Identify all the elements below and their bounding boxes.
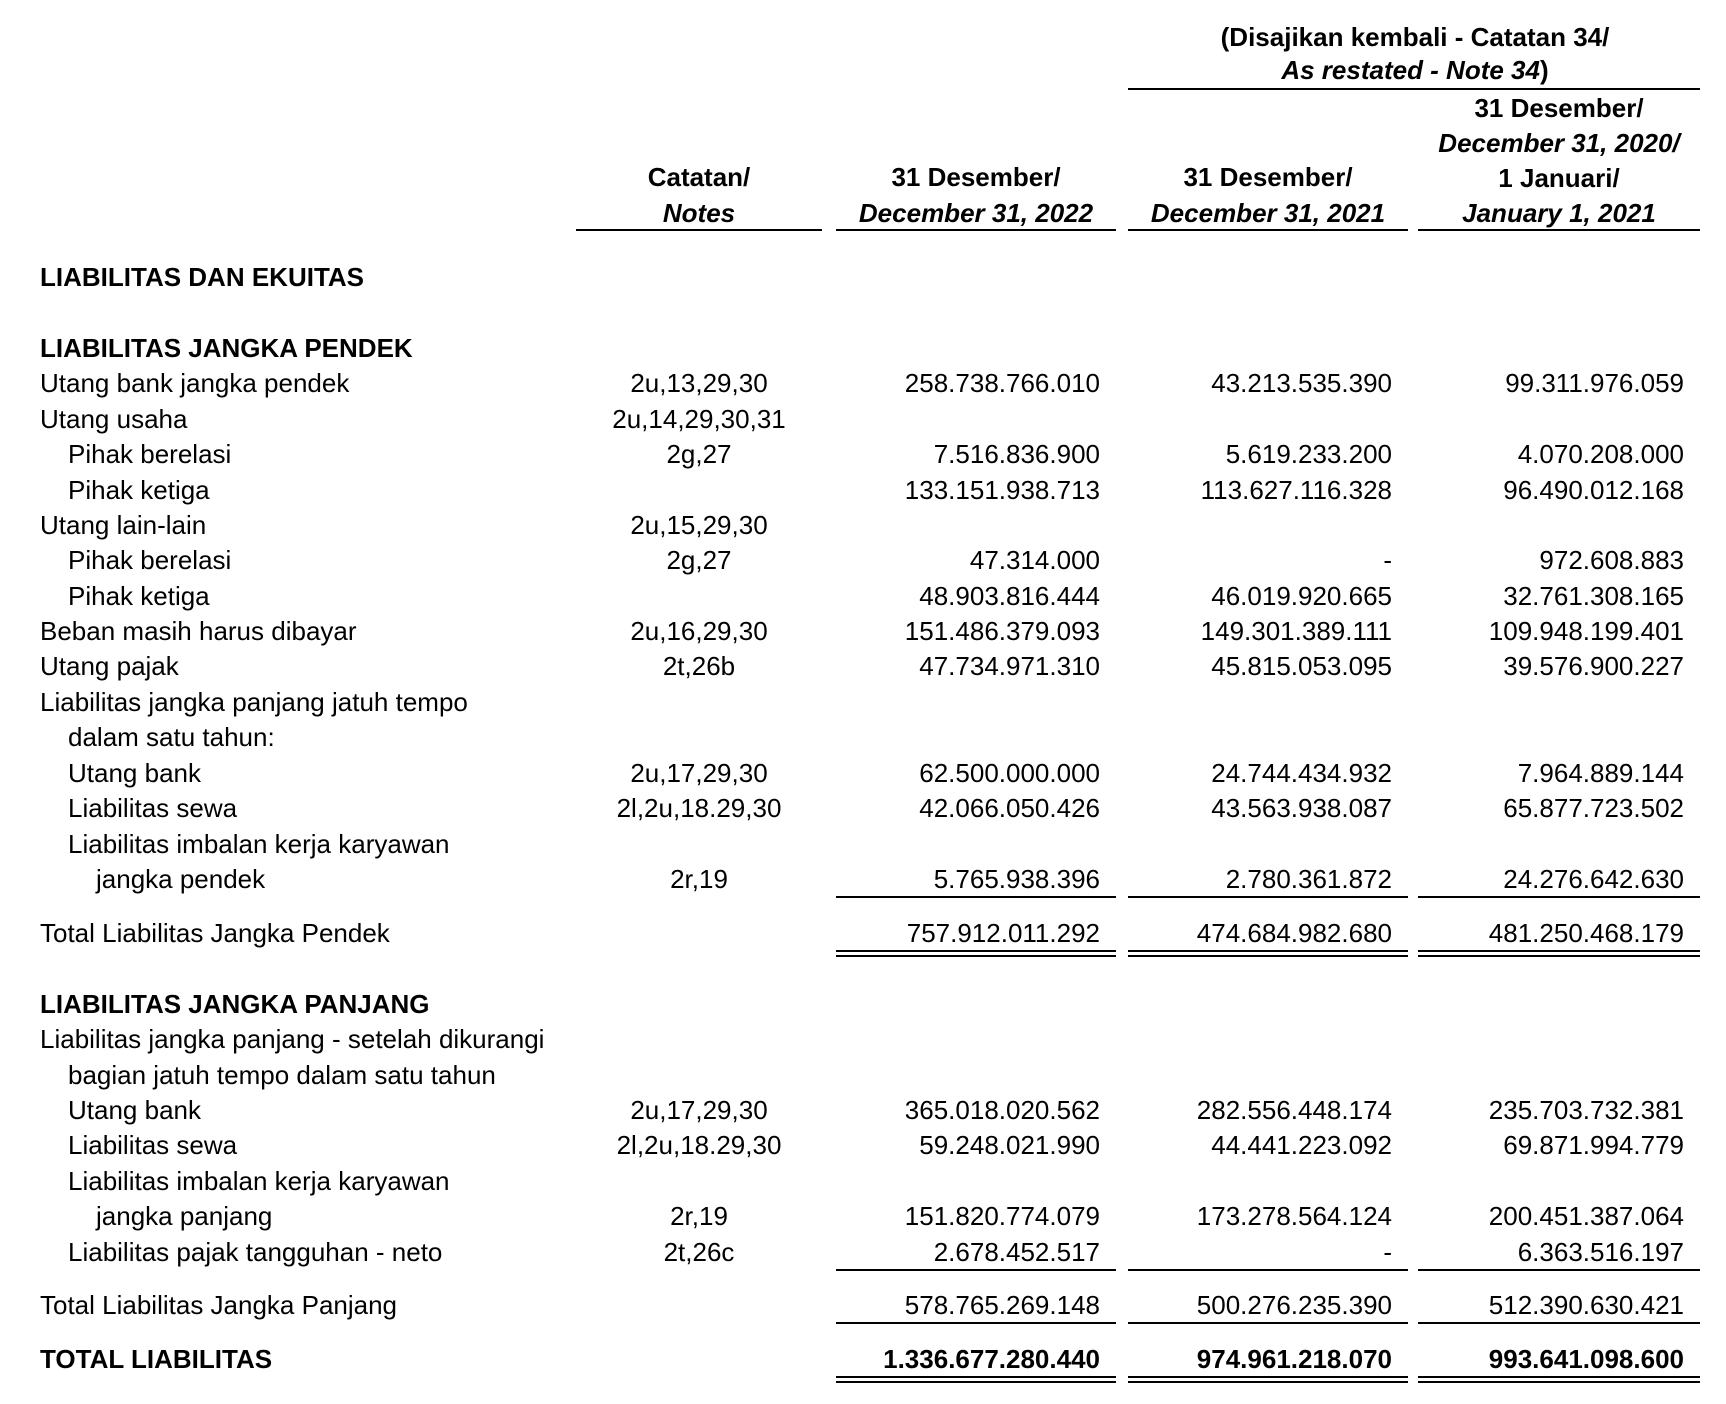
total-rule-double	[1128, 955, 1408, 957]
row-label: Liabilitas imbalan kerja karyawan	[68, 829, 450, 859]
total-rule-double	[1418, 1381, 1700, 1383]
row-value-v2022: 42.066.050.426	[919, 793, 1100, 823]
restated-line2-italic: As restated - Note 34	[1281, 55, 1540, 85]
row-label: bagian jatuh tempo dalam satu tahun	[68, 1060, 496, 1090]
row-value-v2021: 2.780.361.872	[1225, 864, 1392, 894]
row-notes: 2r,19	[670, 864, 728, 894]
row-label: Beban masih harus dibayar	[40, 616, 357, 646]
row-value-v2020: 109.948.199.401	[1488, 616, 1684, 646]
row-value-v2020: 24.276.642.630	[1503, 864, 1684, 894]
total-rule	[1418, 950, 1700, 952]
total-rule-double	[836, 955, 1116, 957]
row-notes: 2g,27	[666, 439, 732, 469]
total-rule-double	[1128, 1381, 1408, 1383]
row-value-v2021: 173.278.564.124	[1196, 1201, 1392, 1231]
row-label: Utang bank jangka pendek	[40, 368, 350, 398]
total-rule	[836, 950, 1116, 952]
col-2020-header-line3: 1 Januari/	[1498, 163, 1620, 193]
col-2020-header-line2: December 31, 2020/	[1438, 128, 1680, 158]
row-value-v2020: 96.490.012.168	[1503, 475, 1684, 505]
row-value-v2020: 6.363.516.197	[1517, 1237, 1684, 1267]
col-2020-header-rule	[1418, 229, 1700, 231]
row-label: Pihak ketiga	[68, 581, 210, 611]
total-rule	[1418, 896, 1700, 898]
row-notes: 2l,2u,18.29,30	[616, 1130, 782, 1160]
total-rule-double	[1418, 955, 1700, 957]
row-label: Pihak berelasi	[68, 439, 232, 469]
total-rule	[1128, 1322, 1408, 1324]
row-value-v2021: 44.441.223.092	[1211, 1130, 1392, 1160]
row-value-v2020: 69.871.994.779	[1503, 1130, 1684, 1160]
row-value-v2022: 48.903.816.444	[919, 581, 1100, 611]
row-value-v2021: -	[1383, 1237, 1392, 1267]
row-value-v2021: 24.744.434.932	[1211, 758, 1392, 788]
restated-header	[1130, 24, 1700, 90]
total-rule	[1128, 896, 1408, 898]
row-label: jangka pendek	[96, 864, 266, 894]
row-value-v2022: 59.248.021.990	[919, 1130, 1100, 1160]
row-label: Liabilitas jangka panjang - setelah dikurangi	[40, 1024, 545, 1054]
row-label: Pihak ketiga	[68, 475, 210, 505]
row-value-v2020: 39.576.900.227	[1503, 651, 1684, 681]
total-rule-double	[836, 1381, 1116, 1383]
row-notes: 2u,13,29,30	[630, 368, 768, 398]
row-label: Liabilitas pajak tangguhan - neto	[68, 1237, 443, 1267]
total-rule	[1418, 1376, 1700, 1378]
restated-line1: (Disajikan kembali - Catatan 34/	[1220, 22, 1610, 52]
row-value-v2022: 151.486.379.093	[904, 616, 1100, 646]
col-2022-header	[836, 164, 1116, 226]
col-2022-header-line2: December 31, 2022	[858, 198, 1094, 228]
row-label: dalam satu tahun:	[68, 722, 275, 752]
row-value-v2021: -	[1383, 545, 1392, 575]
restated-line2	[1130, 57, 1700, 90]
col-2020-header-line1: 31 Desember/	[1474, 93, 1644, 123]
row-notes: 2g,27	[666, 545, 732, 575]
total-rule	[1128, 1376, 1408, 1378]
row-value-v2021: 500.276.235.390	[1196, 1290, 1392, 1320]
row-notes: 2l,2u,18.29,30	[616, 793, 782, 823]
row-value-v2020: 32.761.308.165	[1503, 581, 1684, 611]
col-notes-header	[576, 164, 822, 226]
notes-header-line1: Catatan/	[647, 162, 751, 192]
row-value-v2020: 235.703.732.381	[1488, 1095, 1684, 1125]
col-2022-header-line1: 31 Desember/	[891, 162, 1061, 192]
row-value-v2020: 972.608.883	[1539, 545, 1684, 575]
row-label: Liabilitas imbalan kerja karyawan	[68, 1166, 450, 1196]
row-value-v2021: 46.019.920.665	[1211, 581, 1392, 611]
row-label: Pihak berelasi	[68, 545, 232, 575]
row-label: TOTAL LIABILITAS	[40, 1344, 273, 1374]
row-label: Liabilitas jangka panjang jatuh tempo	[40, 687, 468, 717]
total-rule	[1128, 950, 1408, 952]
row-value-v2020: 481.250.468.179	[1488, 918, 1684, 948]
col-2021-header-line1: 31 Desember/	[1183, 162, 1353, 192]
col-2020-header	[1418, 95, 1700, 226]
total-rule	[836, 896, 1116, 898]
row-label: Utang usaha	[40, 404, 188, 434]
row-value-v2021: 5.619.233.200	[1225, 439, 1392, 469]
row-notes: 2t,26c	[663, 1237, 735, 1267]
row-label: LIABILITAS JANGKA PANJANG	[40, 989, 430, 1019]
row-value-v2021: 45.815.053.095	[1211, 651, 1392, 681]
row-value-v2021: 474.684.982.680	[1196, 918, 1392, 948]
row-notes: 2u,16,29,30	[630, 616, 768, 646]
row-notes: 2u,14,29,30,31	[612, 404, 786, 434]
row-notes: 2t,26b	[662, 651, 736, 681]
row-notes: 2r,19	[670, 1201, 728, 1231]
row-value-v2021: 282.556.448.174	[1196, 1095, 1392, 1125]
row-value-v2021: 113.627.116.328	[1200, 475, 1392, 505]
total-rule	[1418, 1322, 1700, 1324]
col-2021-header-rule	[1128, 229, 1408, 231]
total-rule	[1128, 1269, 1408, 1271]
row-value-v2020: 99.311.976.059	[1505, 368, 1684, 398]
total-rule	[836, 1322, 1116, 1324]
row-value-v2020: 65.877.723.502	[1503, 793, 1684, 823]
row-value-v2021: 974.961.218.070	[1196, 1344, 1392, 1374]
row-value-v2021: 149.301.389.111	[1200, 616, 1392, 646]
row-value-v2020: 200.451.387.064	[1488, 1201, 1684, 1231]
row-notes: 2u,17,29,30	[630, 1095, 768, 1125]
row-label: Utang bank	[68, 1095, 201, 1125]
row-label: Liabilitas sewa	[68, 1130, 238, 1160]
col-2021-header-line2: December 31, 2021	[1150, 198, 1386, 228]
row-value-v2020: 7.964.889.144	[1517, 758, 1684, 788]
notes-header-rule	[576, 229, 822, 231]
row-value-v2022: 365.018.020.562	[904, 1095, 1100, 1125]
row-label: LIABILITAS JANGKA PENDEK	[40, 333, 413, 363]
col-2021-header	[1128, 164, 1408, 226]
row-value-v2022: 578.765.269.148	[904, 1290, 1100, 1320]
notes-header-line2: Notes	[662, 198, 736, 228]
row-value-v2022: 47.734.971.310	[919, 651, 1100, 681]
row-label: Total Liabilitas Jangka Pendek	[40, 918, 390, 948]
row-value-v2022: 62.500.000.000	[919, 758, 1100, 788]
row-value-v2022: 2.678.452.517	[933, 1237, 1100, 1267]
row-label: Utang lain-lain	[40, 510, 207, 540]
row-label: Utang bank	[68, 758, 201, 788]
row-value-v2022: 7.516.836.900	[933, 439, 1100, 469]
row-label: Total Liabilitas Jangka Panjang	[40, 1290, 398, 1320]
row-value-v2020: 993.641.098.600	[1488, 1344, 1684, 1374]
col-2020-header-line4: January 1, 2021	[1462, 198, 1656, 228]
total-rule	[836, 1376, 1116, 1378]
row-notes: 2u,17,29,30	[630, 758, 768, 788]
col-2022-header-rule	[836, 229, 1116, 231]
row-value-v2020: 4.070.208.000	[1517, 439, 1684, 469]
total-rule	[1418, 1269, 1700, 1271]
row-label: jangka panjang	[96, 1201, 273, 1231]
row-label: LIABILITAS DAN EKUITAS	[40, 262, 365, 292]
row-value-v2022: 151.820.774.079	[904, 1201, 1100, 1231]
row-label: Utang pajak	[40, 651, 179, 681]
row-label: Liabilitas sewa	[68, 793, 238, 823]
row-value-v2022: 1.336.677.280.440	[883, 1344, 1100, 1374]
row-value-v2021: 43.213.535.390	[1211, 368, 1392, 398]
row-value-v2021: 43.563.938.087	[1211, 793, 1392, 823]
row-value-v2020: 512.390.630.421	[1488, 1290, 1684, 1320]
restated-rule	[1128, 88, 1700, 90]
row-notes: 2u,15,29,30	[630, 510, 768, 540]
total-rule	[836, 1269, 1116, 1271]
row-value-v2022: 757.912.011.292	[906, 918, 1100, 948]
restated-line2-close: )	[1539, 55, 1549, 85]
row-value-v2022: 47.314.000	[969, 545, 1100, 575]
row-value-v2022: 5.765.938.396	[933, 864, 1100, 894]
row-value-v2022: 258.738.766.010	[904, 368, 1100, 398]
row-value-v2022: 133.151.938.713	[904, 475, 1100, 505]
